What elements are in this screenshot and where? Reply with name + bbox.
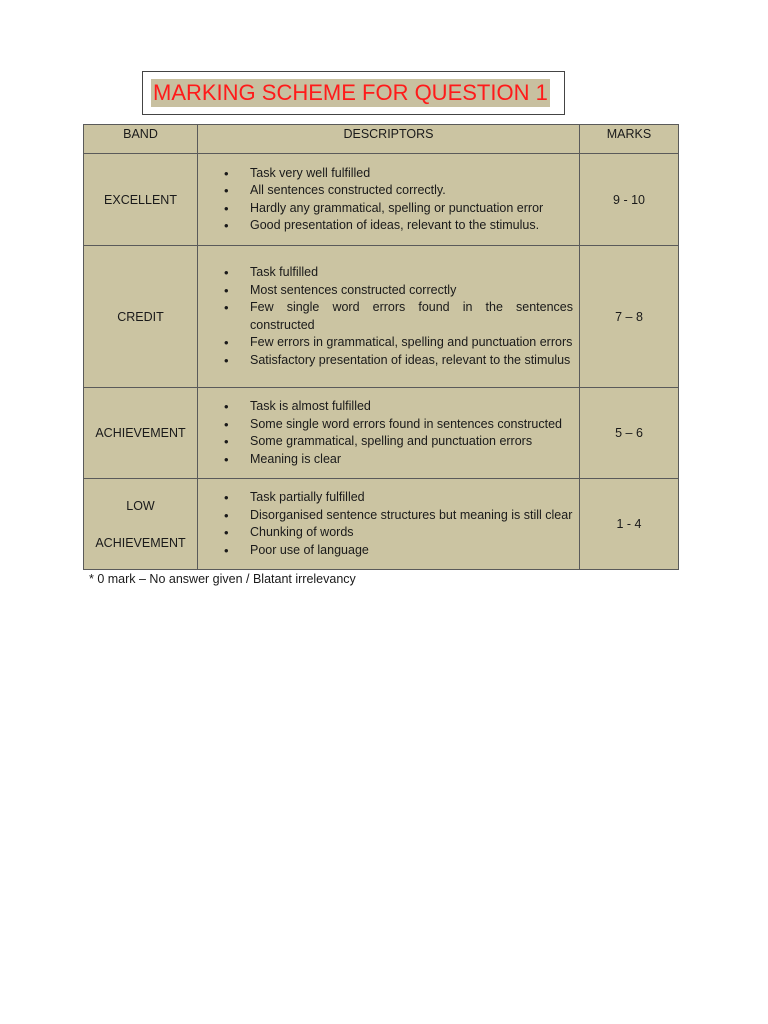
descriptor-item: • Disorganised sentence structures but meaning is still clear [250,507,573,525]
descriptors-cell [198,246,580,388]
band-cell: CREDIT [84,246,198,388]
table-row [84,246,679,388]
descriptor-item: • Few single word errors found in the sentences constructed [250,299,573,334]
marks-cell: 9 - 10 [580,154,679,246]
descriptor-item: • Hardly any grammatical, spelling or punctuation error [250,200,573,218]
table-row [84,479,679,570]
header-marks: MARKS [580,125,679,154]
band-cell: EXCELLENT [84,154,198,246]
table-row [84,388,679,479]
descriptor-item: • Task partially fulfilled [250,489,573,507]
descriptors-cell [198,388,580,479]
header-descriptors: DESCRIPTORS [198,125,580,154]
descriptor-item: • Task very well fulfilled [250,165,573,183]
marks-cell: 5 – 6 [580,388,679,479]
descriptor-item: • Task fulfilled [250,264,573,282]
descriptor-list [198,489,579,559]
descriptor-item: • Few errors in grammatical, spelling and punctuation errors [250,334,573,352]
descriptor-list [198,264,579,369]
descriptor-item: • Chunking of words [250,524,573,542]
descriptor-item: • Some grammatical, spelling and punctuation errors [250,433,573,451]
descriptors-cell [198,479,580,570]
band-cell [84,479,198,570]
descriptor-item: • Some single word errors found in sentences constructed [250,416,573,434]
marks-cell: 7 – 8 [580,246,679,388]
page-title: MARKING SCHEME FOR QUESTION 1 [153,80,548,105]
marks-cell: 1 - 4 [580,479,679,570]
band-cell: ACHIEVEMENT [84,388,198,479]
descriptors-cell [198,154,580,246]
descriptor-item: • Good presentation of ideas, relevant to the stimulus. [250,217,573,235]
descriptor-list [198,165,579,235]
band-label-line1: LOW [126,498,155,513]
header-band: BAND [84,125,198,154]
descriptor-item: • Most sentences constructed correctly [250,282,573,300]
table-row [84,154,679,246]
footnote: * 0 mark – No answer given / Blatant irrelevancy [89,572,356,586]
header-row [84,125,679,154]
descriptor-list [198,398,579,468]
descriptor-item: • Meaning is clear [250,451,573,469]
descriptor-item: • Poor use of language [250,542,573,560]
marking-scheme-table [83,124,679,570]
descriptor-item: • All sentences constructed correctly. [250,182,573,200]
descriptor-item: • Task is almost fulfilled [250,398,573,416]
title-box [142,71,565,115]
descriptor-item: • Satisfactory presentation of ideas, relevant to the stimulus [250,352,573,370]
band-label-line2: ACHIEVEMENT [95,535,186,550]
